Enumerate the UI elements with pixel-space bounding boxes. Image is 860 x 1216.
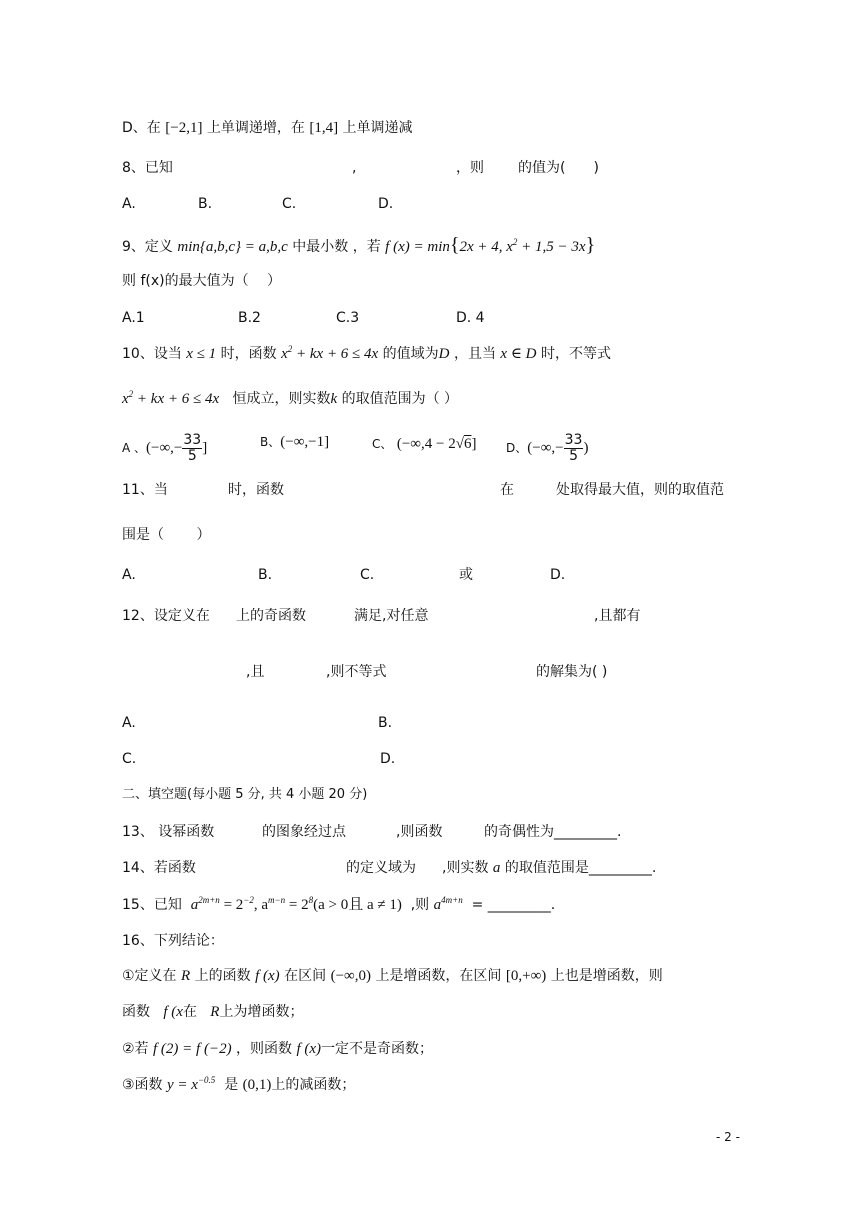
question-14-a: 的定义域为 xyxy=(346,860,416,876)
question-13: 13、 设幂函数 xyxy=(122,824,215,840)
q8-option-c: C. xyxy=(282,196,297,212)
page-number: - 2 - xyxy=(716,1130,740,1144)
question-14-b: ,则实数 a 的取值范围是_________. xyxy=(442,860,657,876)
param-k-math: k xyxy=(330,391,338,407)
question-16: 16、下列结论： xyxy=(122,933,224,949)
condition-math: x ≤ 1 xyxy=(186,346,217,362)
question-11: 11、当 xyxy=(122,482,168,498)
question-15: 15、已知 $a^{2m+n} = 2^{-2}$, $a^{m-n} = 2^8(a > 0$且 a ≠ 1) ,则 $a^{4m+n}$ = _________. xyxy=(122,895,556,913)
fraction: $\frac{33}{5}$ xyxy=(564,431,583,464)
q8-option-b: B. xyxy=(198,196,213,212)
question-12-cont-c: 的解集为( ) xyxy=(536,664,608,680)
question-12-cont-a: ,且 xyxy=(246,664,265,680)
q9-option-b: B.2 xyxy=(238,310,261,326)
question-12: 12、设定义在 xyxy=(122,608,210,624)
question-13-b: ,则函数 xyxy=(396,824,443,840)
q11-option-c: C. xyxy=(360,567,375,583)
question-8-then: ，则 xyxy=(456,160,484,176)
question-12-cont-b: ,则不等式 xyxy=(326,664,387,680)
option-d-prev: D、在 [−2,1] 上单调递增，在 [1,4] 上单调递减 xyxy=(122,120,413,136)
q9-option-c: C.3 xyxy=(336,310,360,326)
param-a-math: a xyxy=(492,860,501,876)
q8-option-a: A. xyxy=(122,196,136,212)
q10-option-d: D、(−∞,− $\frac{33}{5}$ ) xyxy=(506,431,589,464)
inequality-math: $x^2$ + kx + 6 ≤ 4x xyxy=(122,389,220,407)
question-11-b: 在 xyxy=(500,482,514,498)
question-12-a: 上的奇函数 xyxy=(236,608,306,624)
membership-math: x ∈ D xyxy=(500,346,537,362)
min-definition-math: min{a,b,c} = a,b,c xyxy=(177,239,288,255)
question-12-c: ,且都有 xyxy=(594,608,641,624)
question-13-a: 的图象经过点 xyxy=(262,824,346,840)
question-10-cont: $x^2$ + kx + 6 ≤ 4x 恒成立，则实数k 的取值范围为（ ） xyxy=(122,389,459,407)
q10-option-b: B、(−∞,−1] xyxy=(260,434,330,450)
q8-option-d: D. xyxy=(378,196,394,212)
q10-option-c: C、 (−∞,4 − 2√6] xyxy=(372,436,477,452)
q11-or: 或 xyxy=(459,567,473,583)
statement-1-cont: 函数 f (x在 R上为增函数； xyxy=(122,1004,304,1020)
question-9: 9、定义 min{a,b,c} = a,b,c 中最小数 ，若 f (x) = min{2x + 4, $x^2 + 1,5 - 3x$} xyxy=(122,234,596,256)
question-10: 10、设当 x ≤ 1 时，函数 $x^2$ + kx + 6 ≤ 4x 的值域为D ，且当 x ∈ D 时，不等式 xyxy=(122,344,611,362)
q12-option-b: B. xyxy=(378,715,393,731)
q10-option-a: A 、(−∞,− $\frac{33}{5}$ ] xyxy=(122,431,208,464)
quadratic-math: $x^2$ + kx + 6 ≤ 4x xyxy=(281,344,379,362)
question-9-cont: 则 f(x)的最大值为（ ） xyxy=(122,273,282,289)
q9-option-d: D. 4 xyxy=(456,310,485,326)
fraction: $\frac{33}{5}$ xyxy=(183,431,202,464)
target-expression-math: $a^{4m+n}$ xyxy=(433,895,463,913)
q12-option-d: D. xyxy=(380,751,396,767)
q11-option-b: B. xyxy=(258,567,273,583)
q12-option-a: A. xyxy=(122,715,136,731)
interval-math: [−2,1] xyxy=(165,120,203,136)
set-d-math: D xyxy=(438,346,450,362)
statement-2: ②若 f (2) = f (−2) ，则函数 f (x)一定不是奇函数； xyxy=(122,1041,434,1057)
question-8-comma: , xyxy=(352,160,357,176)
power-function-math: $y = x^{-0.5}$ xyxy=(167,1075,216,1093)
q9-option-a: A.1 xyxy=(122,310,145,326)
question-8-tail: 的值为( ) xyxy=(518,160,599,176)
section-heading: 二、填空题(每小题 5 分, 共 4 小题 20 分) xyxy=(122,787,368,802)
question-11-cont: 围是（ ） xyxy=(122,527,211,543)
q11-option-d: D. xyxy=(550,567,566,583)
question-13-c: 的奇偶性为_________. xyxy=(484,824,622,840)
q11-option-a: A. xyxy=(122,567,136,583)
statement-1: ①定义在 R 上的函数 f (x) 在区间 (−∞,0) 上是增函数，在区间 [0,+∞) 上也是增函数，则 xyxy=(122,968,663,984)
interval-math: [1,4] xyxy=(309,120,339,136)
function-math: f (x) = min{2x + 4, $x^2 + 1,5 - 3x$} xyxy=(385,234,596,256)
statement-3: ③函数 $y = x^{-0.5}$ 是 (0,1)上的减函数； xyxy=(122,1075,356,1093)
exponent-equation-math: $a^{2m+n} = 2^{-2}$, $a^{m-n} = 2^8(a > 0$且 a ≠ 1) xyxy=(190,895,402,913)
question-11-c: 处取得最大值，则的取值范 xyxy=(556,482,724,498)
question-12-b: 满足,对任意 xyxy=(354,608,429,624)
question-11-a: 时，函数 xyxy=(228,482,284,498)
question-14: 14、若函数 xyxy=(122,860,196,876)
question-8: 8、已知 xyxy=(122,160,173,176)
q12-option-c: C. xyxy=(122,751,137,767)
